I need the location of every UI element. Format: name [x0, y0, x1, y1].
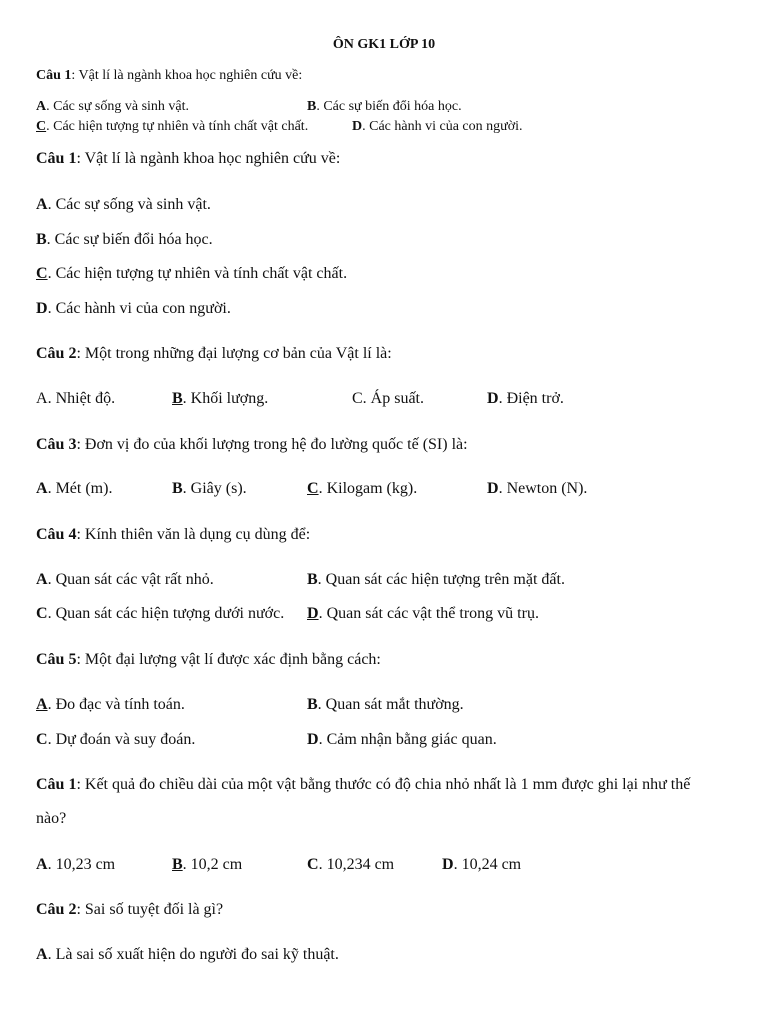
- option-b: [172, 480, 247, 498]
- option-letter: D: [442, 856, 454, 873]
- question-1: [36, 150, 340, 168]
- question-text: : Kính thiên văn là dụng cụ dùng để:: [76, 526, 311, 543]
- option-letter: A: [36, 196, 48, 213]
- option-a: [36, 196, 211, 214]
- option-letter-correct: A: [36, 696, 48, 713]
- option-text: . Kilogam (kg).: [318, 480, 418, 497]
- question-6: [36, 776, 690, 794]
- option-text: . Các hiện tượng tự nhiên và tính chất vật chất.: [46, 119, 309, 134]
- question-text: nào?: [36, 810, 67, 827]
- question-label: Câu 5: [36, 651, 77, 668]
- option-text: . 10,24 cm: [453, 856, 522, 873]
- question-label: Câu 1: [36, 150, 77, 167]
- option-b: [172, 856, 242, 874]
- option-letter: C: [307, 856, 319, 873]
- option-letter: C: [36, 605, 48, 622]
- option-text: . Là sai số xuất hiện do người đo sai kỹ thuật.: [47, 946, 339, 963]
- option-letter: B: [307, 99, 317, 114]
- option-a: [36, 946, 339, 964]
- option-text: . Các sự biến đổi hóa học.: [316, 99, 462, 114]
- option-text: . Giây (s).: [182, 480, 247, 497]
- option-letter: D: [307, 731, 319, 748]
- option-letter: B: [307, 571, 318, 588]
- option-text: . Cảm nhận bằng giác quan.: [318, 731, 497, 748]
- option-text: . Dự đoán và suy đoán.: [47, 731, 196, 748]
- option-letter: A: [36, 390, 48, 407]
- option-letter-correct: D: [307, 605, 319, 622]
- option-letter: A: [36, 856, 48, 873]
- option-c: [307, 480, 417, 498]
- question-label: Câu 2: [36, 345, 77, 362]
- option-a: [36, 99, 189, 115]
- option-text: . Các hành vi của con người.: [362, 119, 523, 134]
- option-c: [352, 390, 424, 408]
- option-letter: A: [36, 480, 48, 497]
- question-label: Câu 1: [36, 68, 72, 83]
- question-text: : Kết quả đo chiều dài của một vật bằng thước có độ chia nhỏ nhất là 1 mm được ghi lại như thế: [76, 776, 691, 793]
- option-letter: A: [36, 946, 48, 963]
- question-4: [36, 526, 310, 544]
- option-text: . Các sự sống và sinh vật.: [46, 99, 190, 114]
- option-text: . Đo đạc và tính toán.: [47, 696, 185, 713]
- question-1-small: [36, 68, 302, 84]
- option-letter-correct: C: [307, 480, 319, 497]
- option-b: [172, 390, 268, 408]
- option-b: [307, 99, 462, 115]
- option-d: [487, 390, 564, 408]
- option-c: [36, 265, 347, 283]
- option-letter: B: [172, 480, 183, 497]
- option-text: . Quan sát các vật rất nhỏ.: [47, 571, 214, 588]
- option-letter: A: [36, 99, 47, 114]
- question-text: : Đơn vị đo của khối lượng trong hệ đo lường quốc tế (SI) là:: [76, 436, 468, 453]
- option-text: . Các hiện tượng tự nhiên và tính chất vật chất.: [47, 265, 348, 282]
- option-text: . Điện trở.: [498, 390, 564, 407]
- option-text: . 10,2 cm: [182, 856, 243, 873]
- option-text: . Mét (m).: [47, 480, 113, 497]
- option-d: [487, 480, 587, 498]
- page-title: ÔN GK1 LỚP 10: [332, 37, 436, 52]
- option-c: [36, 731, 195, 749]
- question-label: Câu 2: [36, 901, 77, 918]
- option-letter: B: [36, 231, 47, 248]
- option-letter: C: [352, 390, 363, 407]
- option-text: . Quan sát các hiện tượng trên mặt đất.: [317, 571, 565, 588]
- question-3: [36, 436, 468, 454]
- option-a: [36, 856, 115, 874]
- option-c: [36, 605, 284, 623]
- option-letter-correct: B: [172, 390, 183, 407]
- option-c: [307, 856, 394, 874]
- question-5: [36, 651, 381, 669]
- question-2: [36, 345, 392, 363]
- question-text: : Một đại lượng vật lí được xác định bằng cách:: [76, 651, 381, 668]
- question-7: [36, 901, 223, 919]
- question-6-continuation: [36, 810, 66, 828]
- option-d: [352, 119, 523, 135]
- option-letter: D: [352, 119, 363, 134]
- option-letter: D: [487, 480, 499, 497]
- option-letter-correct: B: [172, 856, 183, 873]
- option-c: [36, 119, 308, 135]
- option-letter: A: [36, 571, 48, 588]
- option-letter: D: [487, 390, 499, 407]
- option-a: [36, 696, 185, 714]
- question-label: Câu 3: [36, 436, 77, 453]
- option-text: . Các sự biến đổi hóa học.: [46, 231, 213, 248]
- option-b: [307, 571, 565, 589]
- question-text: : Sai số tuyệt đối là gì?: [76, 901, 224, 918]
- option-letter-correct: C: [36, 119, 47, 134]
- option-text: . Quan sát mắt thường.: [317, 696, 464, 713]
- option-d: [307, 605, 539, 623]
- option-d: [307, 731, 497, 749]
- option-text: . Quan sát các vật thể trong vũ trụ.: [318, 605, 539, 622]
- option-b: [36, 231, 213, 249]
- option-text: . Quan sát các hiện tượng dưới nước.: [47, 605, 285, 622]
- question-label: Câu 1: [36, 776, 77, 793]
- option-text: . Các sự sống và sinh vật.: [47, 196, 211, 213]
- option-letter: D: [36, 300, 48, 317]
- option-letter: C: [36, 731, 48, 748]
- option-text: . 10,23 cm: [47, 856, 116, 873]
- option-d: [36, 300, 231, 318]
- option-text: . Áp suất.: [362, 390, 424, 407]
- option-d: [442, 856, 521, 874]
- option-text: . 10,234 cm: [318, 856, 395, 873]
- option-text: . Các hành vi của con người.: [47, 300, 231, 317]
- question-text: : Vật lí là ngành khoa học nghiên cứu về:: [76, 150, 341, 167]
- option-a: [36, 390, 115, 408]
- question-text: : Một trong những đại lượng cơ bản của Vật lí là:: [76, 345, 392, 362]
- option-a: [36, 480, 112, 498]
- option-text: . Khối lượng.: [182, 390, 269, 407]
- question-label: Câu 4: [36, 526, 77, 543]
- option-text: . Nhiệt độ.: [47, 390, 116, 407]
- question-text: : Vật lí là ngành khoa học nghiên cứu về:: [71, 68, 303, 83]
- option-a: [36, 571, 214, 589]
- option-text: . Newton (N).: [498, 480, 588, 497]
- option-letter-correct: C: [36, 265, 48, 282]
- option-b: [307, 696, 464, 714]
- option-letter: B: [307, 696, 318, 713]
